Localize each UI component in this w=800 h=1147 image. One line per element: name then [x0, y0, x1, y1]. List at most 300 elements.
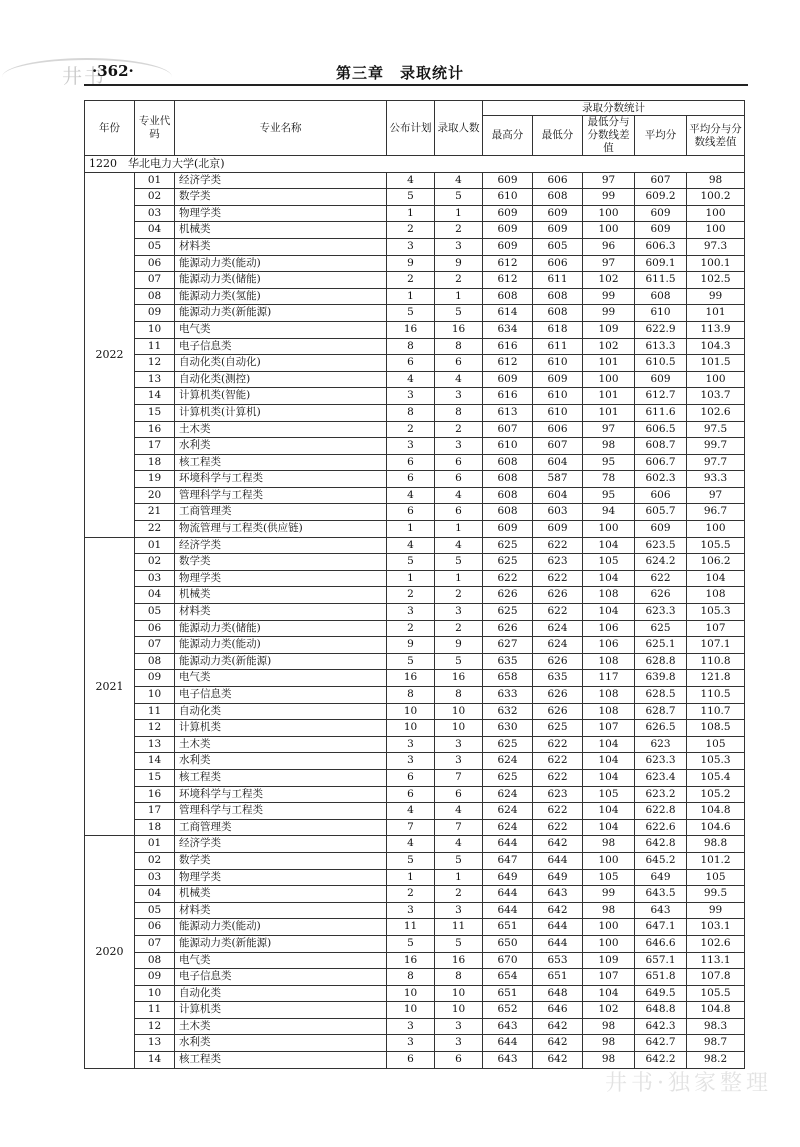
code-cell: 10 [135, 321, 175, 338]
table-row [85, 371, 745, 388]
header-min: 最低分 [533, 116, 583, 156]
max-cell: 625 [483, 554, 533, 571]
min-cell: 635 [533, 670, 583, 687]
name-cell: 数学类 [175, 189, 387, 206]
code-cell: 06 [135, 620, 175, 637]
institution-name: 1220 华北电力大学(北京) [85, 156, 745, 173]
min-cell: 623 [533, 786, 583, 803]
code-cell: 01 [135, 537, 175, 554]
code-cell: 11 [135, 1002, 175, 1019]
code-cell: 05 [135, 604, 175, 621]
code-cell: 01 [135, 836, 175, 853]
header-name: 专业名称 [175, 101, 387, 156]
code-cell: 08 [135, 952, 175, 969]
code-cell: 10 [135, 985, 175, 1002]
min-cell: 603 [533, 504, 583, 521]
avg-cell: 611.6 [635, 404, 687, 421]
table-row [85, 1035, 745, 1052]
name-cell: 水利类 [175, 753, 387, 770]
min-cell: 624 [533, 620, 583, 637]
max-cell: 616 [483, 388, 533, 405]
min-diff-cell: 100 [583, 521, 635, 538]
avg-cell: 643 [635, 902, 687, 919]
min-cell: 610 [533, 355, 583, 372]
plan-cell: 1 [387, 521, 435, 538]
code-cell: 02 [135, 852, 175, 869]
min-diff-cell: 98 [583, 1035, 635, 1052]
admitted-cell: 4 [435, 371, 483, 388]
header-admitted: 录取人数 [435, 101, 483, 156]
avg-cell: 625.1 [635, 637, 687, 654]
avg-cell: 628.7 [635, 703, 687, 720]
avg-diff-cell: 104 [687, 570, 745, 587]
plan-cell: 8 [387, 404, 435, 421]
plan-cell: 4 [387, 487, 435, 504]
table-row [85, 819, 745, 836]
plan-cell: 5 [387, 189, 435, 206]
plan-cell: 1 [387, 570, 435, 587]
table-row [85, 222, 745, 239]
code-cell: 14 [135, 388, 175, 405]
max-cell: 649 [483, 869, 533, 886]
avg-cell: 609 [635, 222, 687, 239]
avg-diff-cell: 108 [687, 587, 745, 604]
name-cell: 数学类 [175, 852, 387, 869]
plan-cell: 4 [387, 537, 435, 554]
admitted-cell: 5 [435, 935, 483, 952]
min-cell: 644 [533, 919, 583, 936]
max-cell: 609 [483, 172, 533, 189]
max-cell: 609 [483, 521, 533, 538]
name-cell: 电子信息类 [175, 687, 387, 704]
min-diff-cell: 100 [583, 222, 635, 239]
max-cell: 625 [483, 769, 533, 786]
code-cell: 06 [135, 919, 175, 936]
max-cell: 616 [483, 338, 533, 355]
min-diff-cell: 104 [583, 753, 635, 770]
admitted-cell: 2 [435, 272, 483, 289]
avg-diff-cell: 107 [687, 620, 745, 637]
min-cell: 622 [533, 769, 583, 786]
table-row [85, 338, 745, 355]
admitted-cell: 8 [435, 969, 483, 986]
min-cell: 606 [533, 255, 583, 272]
admitted-cell: 6 [435, 454, 483, 471]
max-cell: 651 [483, 985, 533, 1002]
min-diff-cell: 98 [583, 836, 635, 853]
name-cell: 环境科学与工程类 [175, 471, 387, 488]
avg-cell: 602.3 [635, 471, 687, 488]
avg-diff-cell: 104.8 [687, 1002, 745, 1019]
min-cell: 626 [533, 687, 583, 704]
code-cell: 10 [135, 687, 175, 704]
admitted-cell: 3 [435, 438, 483, 455]
table-row [85, 670, 745, 687]
avg-cell: 645.2 [635, 852, 687, 869]
code-cell: 02 [135, 554, 175, 571]
min-diff-cell: 94 [583, 504, 635, 521]
name-cell: 自动化类(自动化) [175, 355, 387, 372]
admitted-cell: 10 [435, 720, 483, 737]
min-cell: 608 [533, 288, 583, 305]
name-cell: 材料类 [175, 238, 387, 255]
plan-cell: 2 [387, 587, 435, 604]
plan-cell: 6 [387, 786, 435, 803]
min-cell: 606 [533, 172, 583, 189]
code-cell: 17 [135, 803, 175, 820]
avg-cell: 609.1 [635, 255, 687, 272]
avg-cell: 606 [635, 487, 687, 504]
admitted-cell: 1 [435, 288, 483, 305]
avg-cell: 608 [635, 288, 687, 305]
max-cell: 610 [483, 189, 533, 206]
name-cell: 电子信息类 [175, 338, 387, 355]
plan-cell: 4 [387, 172, 435, 189]
min-cell: 653 [533, 952, 583, 969]
name-cell: 工商管理类 [175, 819, 387, 836]
name-cell: 水利类 [175, 438, 387, 455]
name-cell: 计算机类(计算机) [175, 404, 387, 421]
plan-cell: 5 [387, 852, 435, 869]
avg-diff-cell: 99.7 [687, 438, 745, 455]
table-row [85, 969, 745, 986]
avg-diff-cell: 99.5 [687, 886, 745, 903]
admitted-cell: 6 [435, 1052, 483, 1069]
table-row [85, 637, 745, 654]
table-row [85, 786, 745, 803]
min-cell: 642 [533, 836, 583, 853]
table-row [85, 471, 745, 488]
admitted-cell: 8 [435, 404, 483, 421]
name-cell: 经济学类 [175, 172, 387, 189]
table-row [85, 305, 745, 322]
avg-cell: 642.8 [635, 836, 687, 853]
name-cell: 物流管理与工程类(供应链) [175, 521, 387, 538]
min-cell: 610 [533, 388, 583, 405]
header-year: 年份 [85, 101, 135, 156]
max-cell: 670 [483, 952, 533, 969]
avg-cell: 624.2 [635, 554, 687, 571]
max-cell: 647 [483, 852, 533, 869]
code-cell: 20 [135, 487, 175, 504]
min-diff-cell: 101 [583, 404, 635, 421]
avg-diff-cell: 97.3 [687, 238, 745, 255]
code-cell: 08 [135, 653, 175, 670]
code-cell: 01 [135, 172, 175, 189]
code-cell: 13 [135, 736, 175, 753]
max-cell: 635 [483, 653, 533, 670]
avg-cell: 623.3 [635, 604, 687, 621]
min-cell: 606 [533, 421, 583, 438]
avg-cell: 648.8 [635, 1002, 687, 1019]
min-cell: 642 [533, 1035, 583, 1052]
min-cell: 609 [533, 222, 583, 239]
plan-cell: 11 [387, 919, 435, 936]
admitted-cell: 6 [435, 786, 483, 803]
avg-cell: 609 [635, 205, 687, 222]
avg-cell: 606.3 [635, 238, 687, 255]
table-row [85, 952, 745, 969]
min-diff-cell: 100 [583, 852, 635, 869]
max-cell: 612 [483, 355, 533, 372]
avg-cell: 608.7 [635, 438, 687, 455]
max-cell: 643 [483, 1052, 533, 1069]
admitted-cell: 16 [435, 952, 483, 969]
min-diff-cell: 100 [583, 919, 635, 936]
min-cell: 605 [533, 238, 583, 255]
avg-diff-cell: 100.2 [687, 189, 745, 206]
code-cell: 15 [135, 769, 175, 786]
avg-cell: 623.5 [635, 537, 687, 554]
table-header-row-1 [85, 101, 745, 116]
min-cell: 622 [533, 819, 583, 836]
min-cell: 622 [533, 604, 583, 621]
avg-diff-cell: 96.7 [687, 504, 745, 521]
max-cell: 644 [483, 886, 533, 903]
min-diff-cell: 107 [583, 969, 635, 986]
code-cell: 05 [135, 902, 175, 919]
code-cell: 09 [135, 969, 175, 986]
admitted-cell: 4 [435, 172, 483, 189]
name-cell: 计算机类(智能) [175, 388, 387, 405]
avg-diff-cell: 110.7 [687, 703, 745, 720]
plan-cell: 10 [387, 720, 435, 737]
table-row [85, 288, 745, 305]
min-diff-cell: 101 [583, 388, 635, 405]
plan-cell: 9 [387, 255, 435, 272]
code-cell: 22 [135, 521, 175, 538]
avg-diff-cell: 97.7 [687, 454, 745, 471]
admitted-cell: 3 [435, 902, 483, 919]
plan-cell: 16 [387, 952, 435, 969]
avg-cell: 628.5 [635, 687, 687, 704]
min-diff-cell: 97 [583, 421, 635, 438]
min-cell: 604 [533, 487, 583, 504]
table-row [85, 935, 745, 952]
avg-diff-cell: 98.8 [687, 836, 745, 853]
avg-cell: 610.5 [635, 355, 687, 372]
avg-cell: 625 [635, 620, 687, 637]
min-cell: 607 [533, 438, 583, 455]
code-cell: 17 [135, 438, 175, 455]
avg-diff-cell: 99 [687, 288, 745, 305]
table-row [85, 404, 745, 421]
admitted-cell: 1 [435, 205, 483, 222]
plan-cell: 2 [387, 620, 435, 637]
table-row [85, 570, 745, 587]
code-cell: 02 [135, 189, 175, 206]
avg-cell: 642.3 [635, 1018, 687, 1035]
admitted-cell: 1 [435, 570, 483, 587]
header-stats-group: 录取分数统计 [483, 101, 745, 116]
plan-cell: 5 [387, 554, 435, 571]
min-diff-cell: 106 [583, 637, 635, 654]
min-diff-cell: 104 [583, 803, 635, 820]
min-diff-cell: 104 [583, 604, 635, 621]
table-row [85, 753, 745, 770]
avg-diff-cell: 102.6 [687, 935, 745, 952]
admitted-cell: 10 [435, 703, 483, 720]
min-cell: 642 [533, 1018, 583, 1035]
avg-cell: 606.5 [635, 421, 687, 438]
avg-diff-cell: 101 [687, 305, 745, 322]
avg-diff-cell: 105.3 [687, 604, 745, 621]
plan-cell: 5 [387, 653, 435, 670]
table-row [85, 189, 745, 206]
min-diff-cell: 100 [583, 371, 635, 388]
table-row [85, 902, 745, 919]
admitted-cell: 2 [435, 222, 483, 239]
code-cell: 12 [135, 1018, 175, 1035]
min-diff-cell: 96 [583, 238, 635, 255]
code-cell: 18 [135, 454, 175, 471]
name-cell: 核工程类 [175, 454, 387, 471]
max-cell: 632 [483, 703, 533, 720]
max-cell: 633 [483, 687, 533, 704]
code-cell: 04 [135, 222, 175, 239]
admitted-cell: 3 [435, 388, 483, 405]
min-diff-cell: 102 [583, 1002, 635, 1019]
code-cell: 06 [135, 255, 175, 272]
code-cell: 13 [135, 1035, 175, 1052]
avg-diff-cell: 97 [687, 487, 745, 504]
admitted-cell: 9 [435, 637, 483, 654]
plan-cell: 4 [387, 836, 435, 853]
avg-diff-cell: 101.5 [687, 355, 745, 372]
max-cell: 609 [483, 371, 533, 388]
max-cell: 650 [483, 935, 533, 952]
code-cell: 03 [135, 570, 175, 587]
table-row [85, 852, 745, 869]
admitted-cell: 3 [435, 1035, 483, 1052]
plan-cell: 6 [387, 471, 435, 488]
table-row [85, 886, 745, 903]
plan-cell: 3 [387, 902, 435, 919]
min-cell: 648 [533, 985, 583, 1002]
avg-cell: 610 [635, 305, 687, 322]
plan-cell: 3 [387, 438, 435, 455]
admitted-cell: 16 [435, 670, 483, 687]
code-cell: 12 [135, 720, 175, 737]
plan-cell: 3 [387, 238, 435, 255]
institution-row [85, 156, 745, 173]
admitted-cell: 4 [435, 487, 483, 504]
table-row [85, 604, 745, 621]
admitted-cell: 10 [435, 1002, 483, 1019]
plan-cell: 6 [387, 1052, 435, 1069]
name-cell: 核工程类 [175, 769, 387, 786]
min-diff-cell: 95 [583, 487, 635, 504]
max-cell: 644 [483, 1035, 533, 1052]
min-diff-cell: 99 [583, 189, 635, 206]
min-cell: 643 [533, 886, 583, 903]
plan-cell: 6 [387, 454, 435, 471]
min-diff-cell: 104 [583, 985, 635, 1002]
avg-diff-cell: 98.3 [687, 1018, 745, 1035]
admitted-cell: 7 [435, 819, 483, 836]
min-diff-cell: 99 [583, 305, 635, 322]
admitted-cell: 6 [435, 355, 483, 372]
code-cell: 03 [135, 205, 175, 222]
min-diff-cell: 95 [583, 454, 635, 471]
code-cell: 15 [135, 404, 175, 421]
table-row [85, 736, 745, 753]
table-row [85, 255, 745, 272]
admitted-cell: 10 [435, 985, 483, 1002]
admitted-cell: 5 [435, 189, 483, 206]
name-cell: 数学类 [175, 554, 387, 571]
name-cell: 能源动力类(储能) [175, 620, 387, 637]
max-cell: 608 [483, 487, 533, 504]
max-cell: 608 [483, 454, 533, 471]
code-cell: 04 [135, 886, 175, 903]
plan-cell: 6 [387, 769, 435, 786]
plan-cell: 16 [387, 670, 435, 687]
admitted-cell: 1 [435, 869, 483, 886]
table-row [85, 238, 745, 255]
min-diff-cell: 104 [583, 736, 635, 753]
avg-cell: 647.1 [635, 919, 687, 936]
avg-diff-cell: 100 [687, 222, 745, 239]
avg-diff-cell: 110.8 [687, 653, 745, 670]
name-cell: 能源动力类(新能源) [175, 653, 387, 670]
avg-cell: 612.7 [635, 388, 687, 405]
code-cell: 09 [135, 670, 175, 687]
plan-cell: 8 [387, 969, 435, 986]
name-cell: 能源动力类(能动) [175, 637, 387, 654]
code-cell: 07 [135, 272, 175, 289]
plan-cell: 2 [387, 222, 435, 239]
avg-diff-cell: 98.7 [687, 1035, 745, 1052]
avg-diff-cell: 105.5 [687, 985, 745, 1002]
avg-cell: 623.3 [635, 753, 687, 770]
admitted-cell: 2 [435, 886, 483, 903]
admitted-cell: 3 [435, 604, 483, 621]
admitted-cell: 4 [435, 537, 483, 554]
avg-cell: 609 [635, 521, 687, 538]
min-diff-cell: 98 [583, 1018, 635, 1035]
name-cell: 计算机类 [175, 1002, 387, 1019]
name-cell: 土木类 [175, 736, 387, 753]
avg-cell: 657.1 [635, 952, 687, 969]
name-cell: 电气类 [175, 670, 387, 687]
admitted-cell: 8 [435, 338, 483, 355]
name-cell: 环境科学与工程类 [175, 786, 387, 803]
min-cell: 624 [533, 637, 583, 654]
admitted-cell: 3 [435, 736, 483, 753]
name-cell: 土木类 [175, 1018, 387, 1035]
max-cell: 613 [483, 404, 533, 421]
min-cell: 611 [533, 338, 583, 355]
avg-diff-cell: 113.1 [687, 952, 745, 969]
min-cell: 642 [533, 1052, 583, 1069]
plan-cell: 8 [387, 687, 435, 704]
min-cell: 610 [533, 404, 583, 421]
avg-cell: 646.6 [635, 935, 687, 952]
min-diff-cell: 104 [583, 537, 635, 554]
name-cell: 能源动力类(氢能) [175, 288, 387, 305]
admitted-cell: 2 [435, 421, 483, 438]
max-cell: 612 [483, 255, 533, 272]
min-cell: 642 [533, 902, 583, 919]
avg-cell: 622.6 [635, 819, 687, 836]
code-cell: 21 [135, 504, 175, 521]
name-cell: 电子信息类 [175, 969, 387, 986]
min-cell: 611 [533, 272, 583, 289]
code-cell: 16 [135, 421, 175, 438]
header-plan: 公布计划 [387, 101, 435, 156]
max-cell: 609 [483, 238, 533, 255]
